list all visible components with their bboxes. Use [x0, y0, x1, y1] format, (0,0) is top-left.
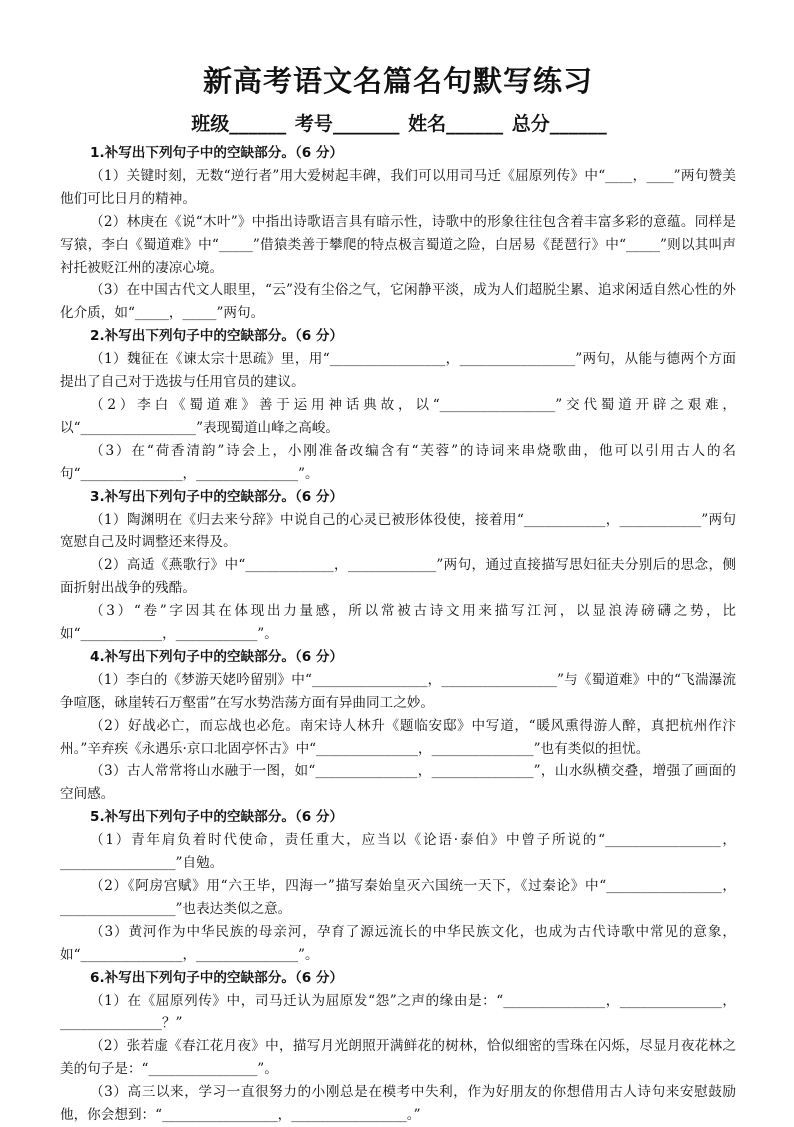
exam-number-blank: _______ — [332, 113, 400, 135]
question-item: （3）高三以来，学习一直很努力的小刚总是在模考中失利，作为好朋友的你想借用古人诗句来安慰鼓励他，你会想到：“_________________，_________________。” — [60, 1084, 736, 1124]
question-item: （2）林庚在《说“木叶”》中指出诗歌语言具有暗示性，诗歌中的形象往往包含着丰富多彩的意蕴。同样是写猿，李白《蜀道难》中“_____”借猿类善于攀爬的特点极言蜀道之险，白居易《琵琶行》中“_____”则以其叫声衬托被贬江州的凄凉心境。 — [60, 213, 736, 276]
questions — [60, 142, 736, 1127]
question-item: （2）《阿房宫赋》用“六王毕，四海一”描写秦始皇灭六国统一天下，《过秦论》中“_________________，_________________”也表达类似之意。 — [60, 878, 736, 917]
question-item: （1）魏征在《谏太宗十思疏》里，用“_________________，_________________”两句，从能与德两个方面提出了自己对于选拔与任用官员的建议。 — [60, 351, 736, 391]
question-item: （1）关键时刻，无数“逆行者”用大爱树起丰碑，我们可以用司马迁《屈原列传》中“____，____”两句赞美他们可比日月的精神。 — [60, 167, 736, 207]
question-item: （2）李白《蜀道难》善于运用神话典故，以“_________________”交代蜀道开辟之艰难，以“_________________”表现蜀道山峰之高峻。 — [60, 396, 736, 436]
question-section — [60, 646, 736, 806]
question-item: （3）在中国古代文人眼里，“云”没有尘俗之气，它闲静平淡，成为人们超脱尘累、追求闲适自然心性的外化介质，如“_____，_____”两句。 — [60, 282, 736, 322]
student-info-line — [60, 110, 736, 138]
section-heading: 6.补写出下列句子中的空缺部分。（6 分） — [90, 969, 344, 986]
total-score-blank: ______ — [549, 113, 607, 135]
section-heading: 5.补写出下列句子中的空缺部分。（6 分） — [90, 809, 344, 826]
class-label: 班级 — [191, 113, 230, 135]
question-item: （1）李白的《梦游天姥吟留别》中“_________________，_________________”与《蜀道难》中的“飞湍瀑流争喧豗，砯崖转石万壑雷”在写水势浩荡方面有异曲同工之妙。 — [60, 671, 736, 711]
page-title: 新高考语文名篇名句默写练习 — [202, 64, 593, 98]
section-heading: 4.补写出下列句子中的空缺部分。（6 分） — [90, 648, 344, 665]
total-score-label: 总分 — [511, 113, 550, 135]
section-heading: 1.补写出下列句子中的空缺部分。（6 分） — [90, 145, 344, 161]
question-item: （1）陶渊明在《归去来兮辞》中说自己的心灵已被形体役使，接着用“____________，____________”两句宽慰自己及时调整还来得及。 — [60, 511, 736, 551]
question-section — [60, 486, 736, 646]
name-label: 姓名 — [408, 113, 447, 135]
question-item: （1）在《屈原列传》中，司马迁认为屈原发“怨”之声的缘由是：“_______________，_______________，_______________？” — [60, 992, 736, 1032]
section-heading: 2.补写出下列句子中的空缺部分。（6 分） — [90, 328, 344, 345]
worksheet-page — [60, 62, 736, 1127]
exam-number-label: 考号 — [294, 113, 333, 135]
question-section — [60, 967, 736, 1127]
section-heading: 3.补写出下列句子中的空缺部分。（6 分） — [90, 488, 344, 505]
name-blank: ______ — [446, 113, 504, 135]
question-item: （2）张若虚《春江花月夜》中，描写月光朗照开满鲜花的树林，恰似细密的雪珠在闪烁，尽显月夜花林之美的句子是：“________________”。 — [60, 1038, 736, 1078]
class-blank: ______ — [229, 113, 287, 135]
question-section — [60, 142, 736, 325]
question-item: （3）“卷”字因其在体现出力量感，所以常被古诗文用来描写江河，以显浪涛磅礴之势，比如“____________，____________”。 — [60, 603, 736, 643]
question-section — [60, 325, 736, 485]
question-section — [60, 806, 736, 966]
question-item: （2）好战必亡，而忘战也必危。南宋诗人林升《题临安邸》中写道，“暖风熏得游人醉，真把杭州作汴州。”辛弃疾《永遇乐·京口北固亭怀古》中“_______________，_______________”也有类似的担忧。 — [60, 717, 736, 757]
question-item: （3）在“荷香清韵”诗会上，小刚准备改编含有“芙蓉”的诗词来串烧歌曲，他可以引用古人的名句“_______________，_______________”。 — [60, 442, 736, 482]
question-item: （2）高适《燕歌行》中“_____________，_____________”两句，通过直接描写思妇征夫分别后的思念，侧面折射出战争的残酷。 — [60, 557, 736, 597]
question-item: （3）古人常常将山水融于一图，如“_______________，_______________”，山水纵横交叠，增强了画面的空间感。 — [60, 763, 736, 803]
question-item: （1）青年肩负着时代使命，责任重大，应当以《论语·泰伯》中曾子所说的“_________________，_________________”自勉。 — [60, 832, 736, 872]
question-item: （3）黄河作为中华民族的母亲河，孕育了源远流长的中华民族文化，也成为古代诗歌中常见的意象，如“_______________，_______________”。 — [60, 923, 736, 963]
